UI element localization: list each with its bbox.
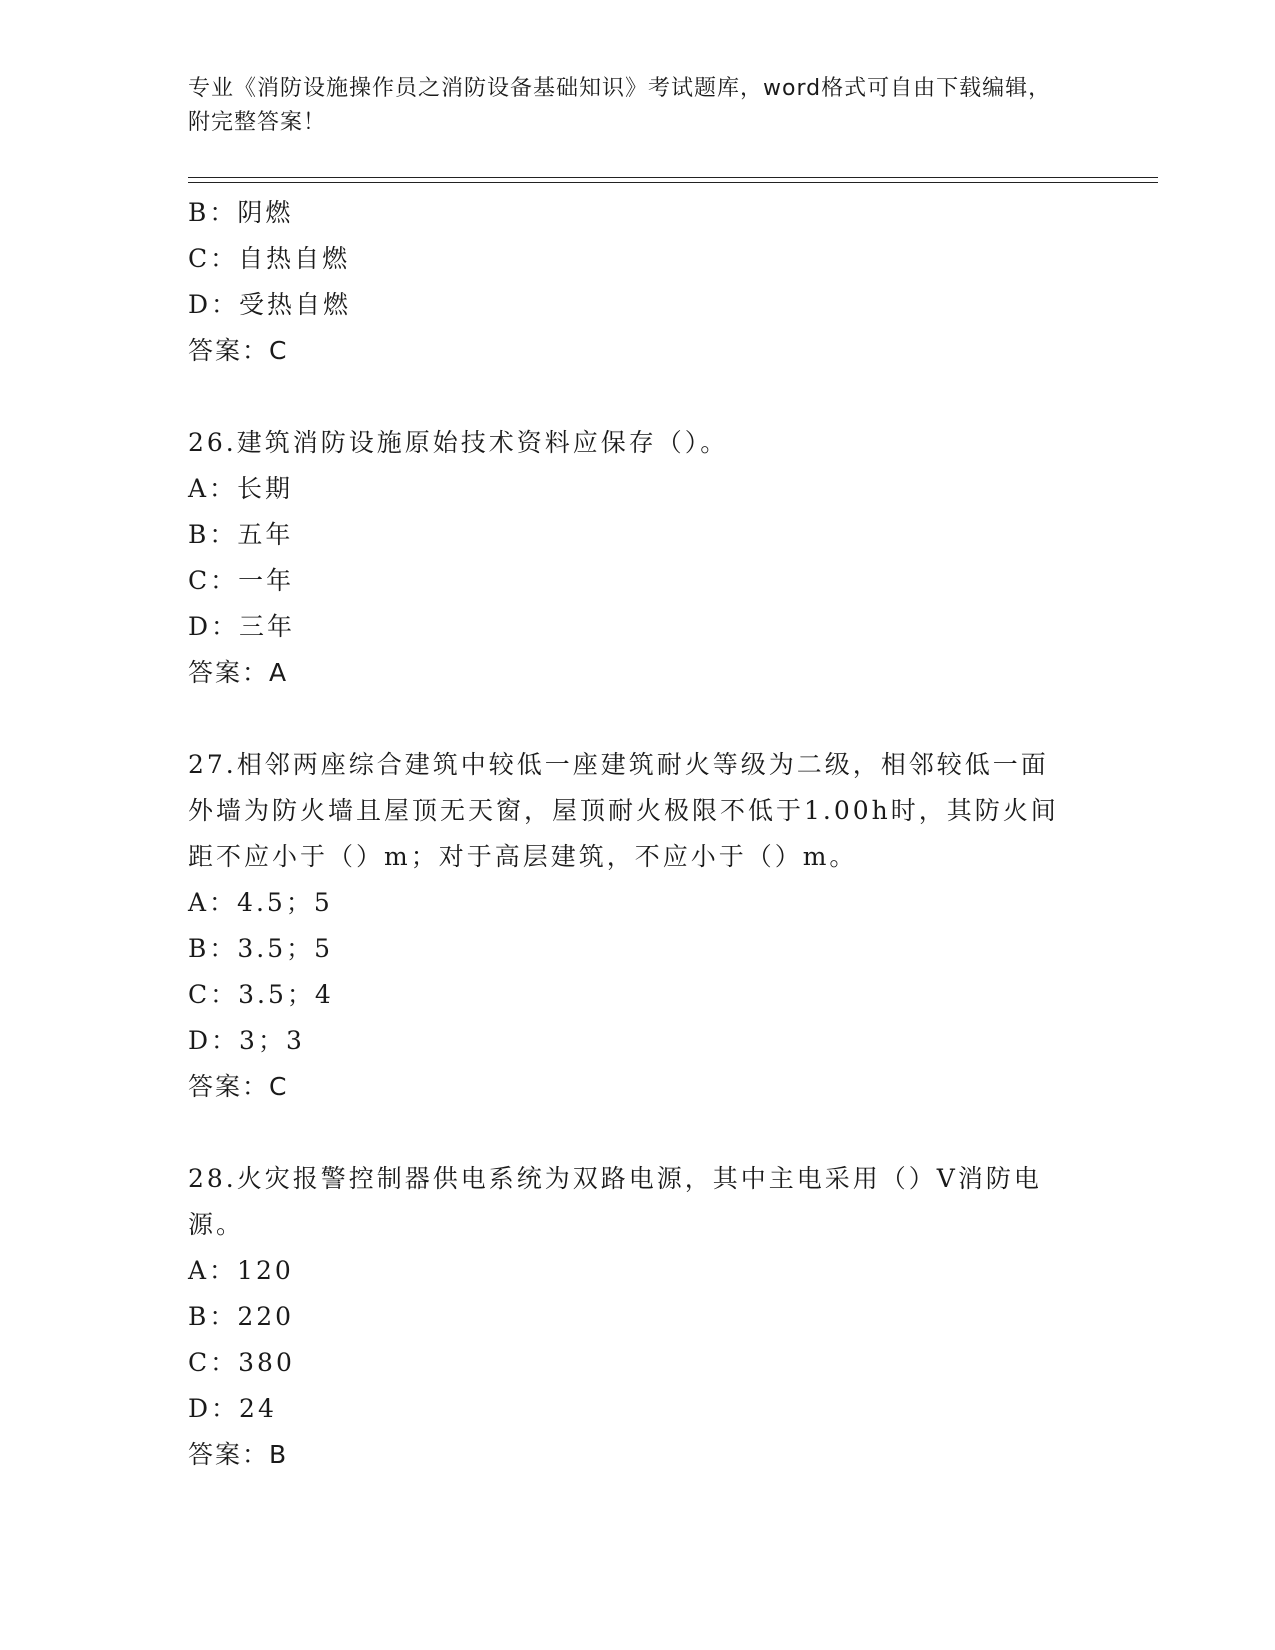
option-b: B：阴燃	[188, 198, 294, 227]
option-c: C：3.5；4	[188, 980, 334, 1009]
answer-line: 答案：C	[188, 336, 289, 365]
question-stem: 28.火灾报警控制器供电系统为双路电源，其中主电采用（）V消防电源。	[188, 1164, 1042, 1239]
answer-line: 答案：C	[188, 1072, 289, 1101]
header-rule-bottom	[188, 182, 1158, 183]
option-b: B：220	[188, 1302, 295, 1331]
spacer	[188, 696, 1088, 742]
question-stem: 26.建筑消防设施原始技术资料应保存（）。	[188, 428, 729, 457]
option-d: D：24	[188, 1394, 277, 1423]
option-a: A：120	[188, 1256, 294, 1285]
page-header: 专业《消防设施操作员之消防设备基础知识》考试题库，word格式可自由下载编辑，附完整答案！	[188, 76, 1052, 135]
question-28	[188, 1156, 1088, 1478]
spacer	[188, 1110, 1088, 1156]
answer-line: 答案：B	[188, 1440, 289, 1469]
option-d: D：三年	[188, 612, 296, 641]
answer-line: 答案：A	[188, 658, 289, 687]
option-a: A：4.5；5	[188, 888, 333, 917]
option-d: D：受热自燃	[188, 290, 352, 319]
option-c: C：一年	[188, 566, 295, 595]
question-stem: 27.相邻两座综合建筑中较低一座建筑耐火等级为二级，相邻较低一面外墙为防火墙且屋顶无天窗，屋顶耐火极限不低于1.00h时，其防火间距不应小于（）m；对于高层建筑，不应小于（）m。	[188, 750, 1059, 871]
option-b: B：3.5；5	[188, 934, 334, 963]
header-rule-top	[188, 177, 1158, 178]
option-c: C：380	[188, 1348, 295, 1377]
spacer	[188, 374, 1088, 420]
question-list	[188, 190, 1088, 1478]
option-a: A：长期	[188, 474, 294, 503]
option-c: C：自热自燃	[188, 244, 351, 273]
option-d: D：3；3	[188, 1026, 305, 1055]
question-25-tail	[188, 190, 1088, 374]
question-26	[188, 420, 1088, 696]
option-b: B：五年	[188, 520, 294, 549]
question-27	[188, 742, 1088, 1110]
